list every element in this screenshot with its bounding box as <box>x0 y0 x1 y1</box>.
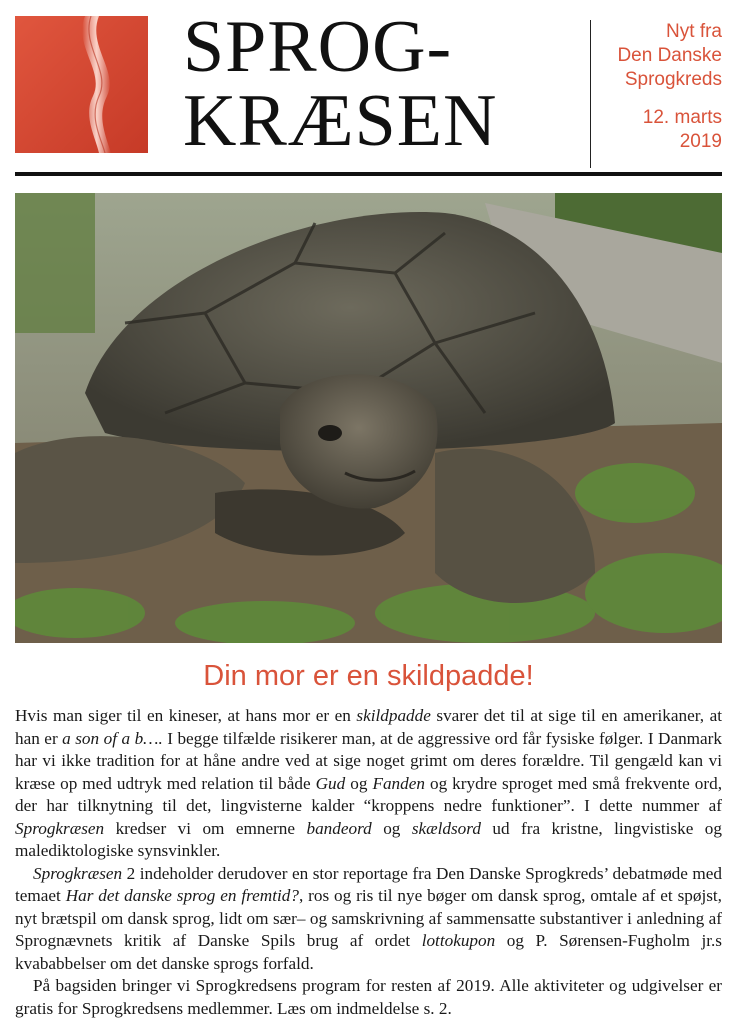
issue-date <box>592 106 722 154</box>
masthead-title <box>183 6 573 162</box>
article-body <box>15 705 722 1020</box>
paragraph-1: Hvis man siger til en kineser, at hans mor er en skildpadde svarer det til at sige til en amerikaner, at han er a son of a b…. I begge tilfælde risikerer man, at de aggressive ord får fysiske følger. I Danmark har vi ikke tradition for at håne andre ved at sige noget grimt om deres forældre. Til gengæld kan vi kræse op med udtryk med relation til både Gud og Fanden og krydre sproget med små frekvente ord, der har tilknytning til det, lingvisterne kalder “kroppens nedre funktioner”. I dette nummer af Sprogkræsen kredser vi om emnerne bandeord og skældsord ud fra kristne, lingvistiske og malediktologiske synsvinkler. <box>15 706 723 860</box>
article-headline: Din mor er en skildpadde! <box>203 660 534 692</box>
issue-date-line1: 12. marts <box>642 107 722 128</box>
masthead-title-line1: SPROG- <box>183 6 453 88</box>
paragraph-2: Sprogkræsen 2 indeholder derudover en stor reportage fra Den Danske Sprogkreds’ debatmøde med temaet Har det danske sprog en fremtid?, ros og ris til nye bøger om dansk sprog, omtale af et spøjst, nyt brætspil om dansk sprog, lidt om sær– og samskrivning af sammensatte substantiver i anledning af Sprognævnets kritik af Danske Spils brug af ordet lottokupon og P. Sørensen-Fugholm jr.s kvababbelser om det danske sprogs forfald. <box>15 863 722 973</box>
paragraph-3: På bagsiden bringer vi Sprogkredsens program for resten af 2019. Alle aktiviteter og udgivelser er gratis for Sprogkredsens medlemmer. Læs om indmeldelse s. 2. <box>15 976 722 1018</box>
masthead-title-line2: KRÆSEN <box>183 80 498 162</box>
tortoise-photo <box>15 193 722 643</box>
masthead-tagline <box>592 20 722 154</box>
issue-date-line2: 2019 <box>679 131 722 152</box>
horizontal-divider <box>15 172 722 176</box>
tagline-line1: Nyt fra <box>666 21 722 42</box>
vertical-divider <box>590 20 591 168</box>
abstract-red-logo-icon <box>15 16 148 153</box>
tagline-line3: Sprogkreds <box>624 69 722 90</box>
tagline-line2: Den Danske <box>617 45 722 66</box>
